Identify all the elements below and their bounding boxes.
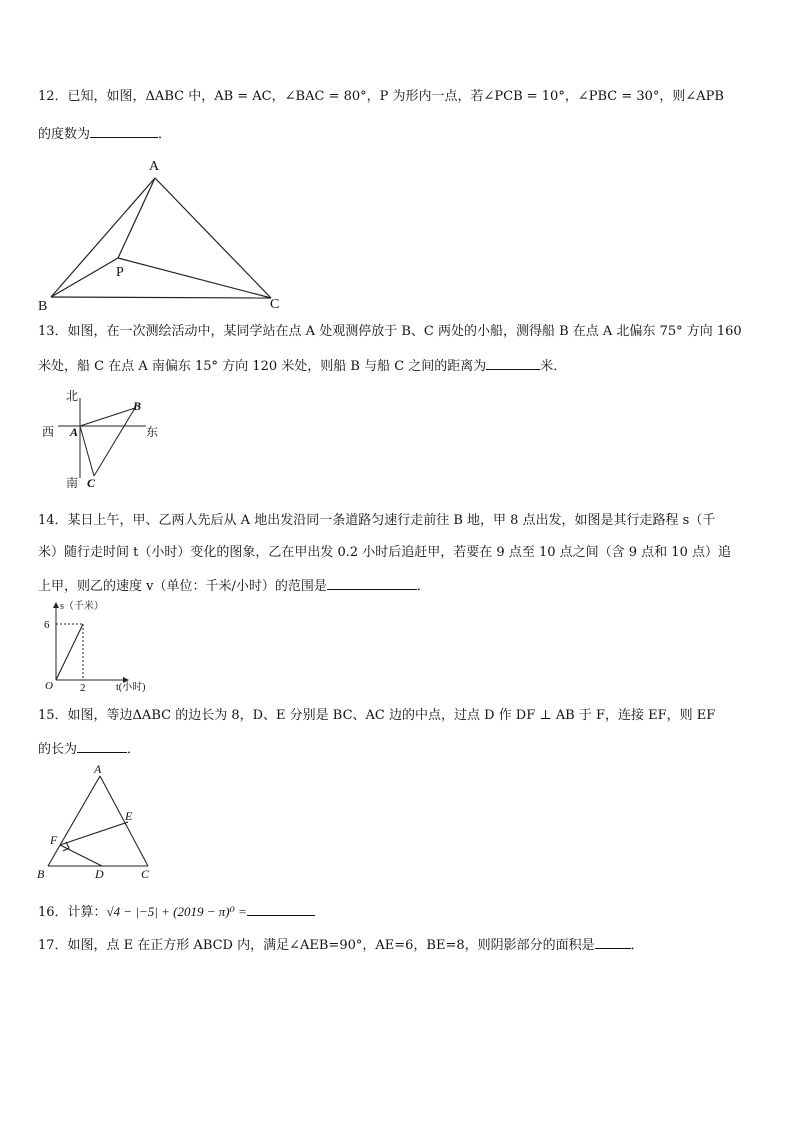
q14-answer-blank[interactable] (327, 577, 417, 590)
q15-label-c: C (141, 867, 150, 881)
q14-x-axis-label: t(小时) (116, 682, 146, 693)
q13-label-b: B (133, 399, 142, 413)
q12-label-p: P (116, 265, 124, 280)
q12-triangle-diagram (30, 150, 330, 314)
q14-line2: 米）随行走时间 t（小时）变化的图象，乙在甲出发 0.2 小时后追赶甲，若要在 9 点至 10 点之间（含 9 点和 10 点）追 (38, 545, 731, 560)
q12-answer-blank[interactable] (90, 125, 158, 138)
q17-line1 (38, 936, 758, 953)
q14-prefix: 上甲，则乙的速度 v（单位：千米/小时）的范围是 (38, 579, 327, 594)
q12-end: ． (158, 127, 172, 142)
q14-line3 (38, 577, 758, 594)
q17-answer-blank[interactable] (595, 936, 631, 949)
q12-label-c: C (270, 297, 280, 312)
q13-answer-blank[interactable] (486, 357, 540, 370)
q15-label-d: D (95, 867, 104, 881)
q13-label-c: C (87, 476, 96, 490)
q15-label-b: B (37, 867, 45, 881)
q13-prefix: 米处，船 C 在点 A 南偏东 15° 方向 120 米处，则船 B 与船 C 之间的距离为 (38, 359, 487, 374)
q16-prefix: 16．计算： (38, 905, 107, 920)
q13-label-east: 东 (146, 425, 159, 439)
q15-label-a: A (94, 762, 102, 776)
q13-line1: 13．如图，在一次测绘活动中，某同学站在点 A 处观测停放于 B、C 两处的小船，测得船 B 在点 A 北偏东 75° 方向 160 (38, 324, 742, 339)
q13-end: 米． (540, 359, 567, 374)
q12-label-b: B (38, 299, 48, 314)
q14-y-axis-label: s（千米） (60, 601, 104, 612)
q17-prefix: 17．如图，点 E 在正方形 ABCD 内，满足∠AEB=90°，AE=6，BE=8，则阴影部分的面积是 (38, 938, 595, 953)
q15-equilateral-diagram (32, 762, 172, 882)
q12-line2 (38, 125, 758, 142)
q13-label-north: 北 (66, 389, 79, 403)
q13-label-west: 西 (42, 425, 55, 439)
q14-line1: 14．某日上午，甲、乙两人先后从 A 地出发沿同一条道路匀速行走前往 B 地，甲 8 点出发，如图是其行走路程 s（千 (38, 513, 716, 528)
q16-answer-blank[interactable] (247, 903, 315, 916)
q15-answer-blank[interactable] (77, 740, 127, 753)
q12-label-a: A (149, 159, 160, 174)
q14-x-tick-2: 2 (80, 682, 86, 694)
q17-end: ． (630, 938, 644, 953)
q15-prefix: 的长为 (38, 742, 78, 757)
q12-line1: 12．已知，如图，ΔABC 中，AB = AC，∠BAC = 80°，P 为形内一点，若∠PCB = 10°，∠PBC = 30°，则∠APB (38, 89, 724, 104)
q15-end: ． (127, 742, 141, 757)
q15-line2 (38, 740, 758, 757)
q16-line (38, 903, 758, 920)
q14-distance-time-graph (36, 598, 176, 698)
q16-expression: √4 − |−5| + (2019 − π)⁰ = (106, 904, 247, 919)
q13-line2 (38, 357, 758, 374)
q14-end: ． (416, 579, 430, 594)
q15-label-e: E (125, 809, 133, 823)
q15-label-f: F (50, 833, 58, 847)
q14-origin-label: O (45, 680, 53, 692)
q13-compass-diagram (36, 384, 176, 494)
q14-y-tick-6: 6 (44, 619, 50, 631)
q12-prefix: 的度数为 (38, 127, 91, 142)
q13-label-south: 南 (66, 476, 79, 490)
q15-line1: 15．如图，等边ΔABC 的边长为 8，D、E 分别是 BC、AC 边的中点，过点 D 作 DF ⊥ AB 于 F，连接 EF，则 EF (38, 708, 716, 723)
q13-label-a: A (70, 425, 79, 439)
